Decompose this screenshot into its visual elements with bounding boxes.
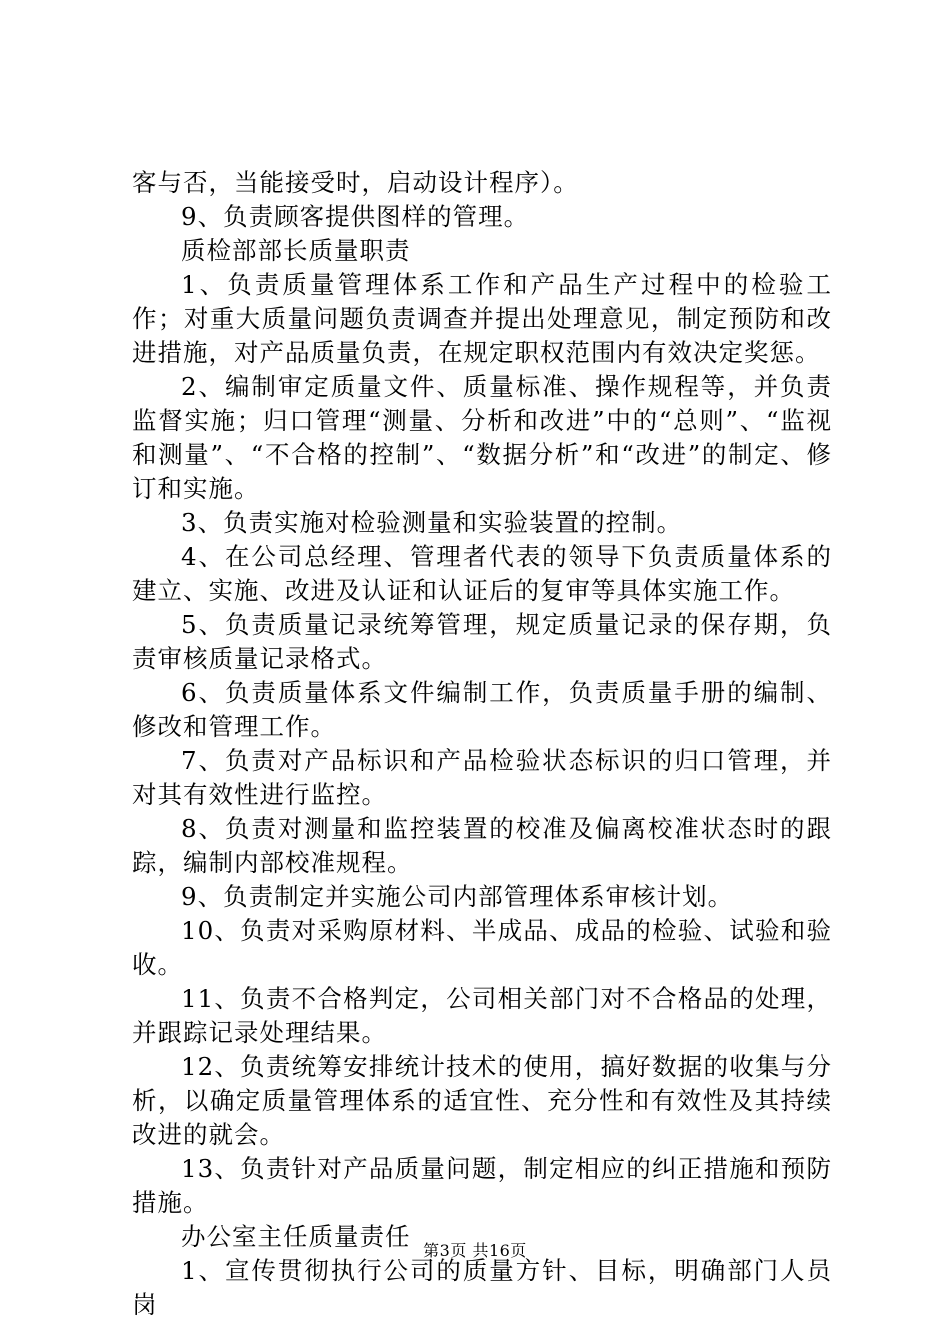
list-item: 9、负责顾客提供图样的管理。 — [181, 202, 530, 231]
document-body — [132, 166, 832, 1322]
list-item: 1、宣传贯彻执行公司的质量方针、目标，明确部门人员岗 — [132, 1256, 832, 1319]
section-heading: 质检部部长质量职责 — [181, 236, 411, 265]
list-item: 11、负责不合格判定，公司相关部门对不合格品的处理，并跟踪记录处理结果。 — [132, 984, 832, 1047]
page-number-footer: 第3页 共16页 — [423, 1241, 527, 1260]
list-item: 9、负责制定并实施公司内部管理体系审核计划。 — [181, 882, 734, 911]
section-heading: 办公室主任质量责任 — [181, 1222, 411, 1251]
list-item: 8、负责对测量和监控装置的校准及偏离校准状态时的跟踪，编制内部校准规程。 — [132, 814, 832, 877]
list-item: 3、负责实施对检验测量和实验装置的控制。 — [181, 508, 683, 537]
list-item: 5、负责质量记录统筹管理，规定质量记录的保存期，负责审核质量记录格式。 — [132, 610, 832, 673]
paragraph-continuation: 客与否，当能接受时，启动设计程序）。 — [132, 168, 579, 197]
list-item: 10、负责对采购原材料、半成品、成品的检验、试验和验收。 — [132, 916, 832, 979]
list-item: 4、在公司总经理、管理者代表的领导下负责质量体系的建立、实施、改进及认证和认证后的复审等具体实施工作。 — [132, 542, 832, 605]
list-item: 12、负责统筹安排统计技术的使用，搞好数据的收集与分析，以确定质量管理体系的适宜性、充分性和有效性及其持续改进的就会。 — [132, 1052, 832, 1149]
list-item: 2、编制审定质量文件、质量标准、操作规程等，并负责监督实施；归口管理“测量、分析和改进”中的“总则”、“监视和测量”、“不合格的控制”、“数据分析”和“改进”的制定、修订和实施。 — [132, 372, 832, 503]
list-item: 7、负责对产品标识和产品检验状态标识的归口管理，并对其有效性进行监控。 — [132, 746, 832, 809]
list-item: 6、负责质量体系文件编制工作，负责质量手册的编制、修改和管理工作。 — [132, 678, 832, 741]
list-item: 1、负责质量管理体系工作和产品生产过程中的检验工作；对重大质量问题负责调查并提出处理意见，制定预防和改进措施，对产品质量负责，在规定职权范围内有效决定奖惩。 — [132, 270, 832, 367]
list-item: 13、负责针对产品质量问题，制定相应的纠正措施和预防措施。 — [132, 1154, 832, 1217]
